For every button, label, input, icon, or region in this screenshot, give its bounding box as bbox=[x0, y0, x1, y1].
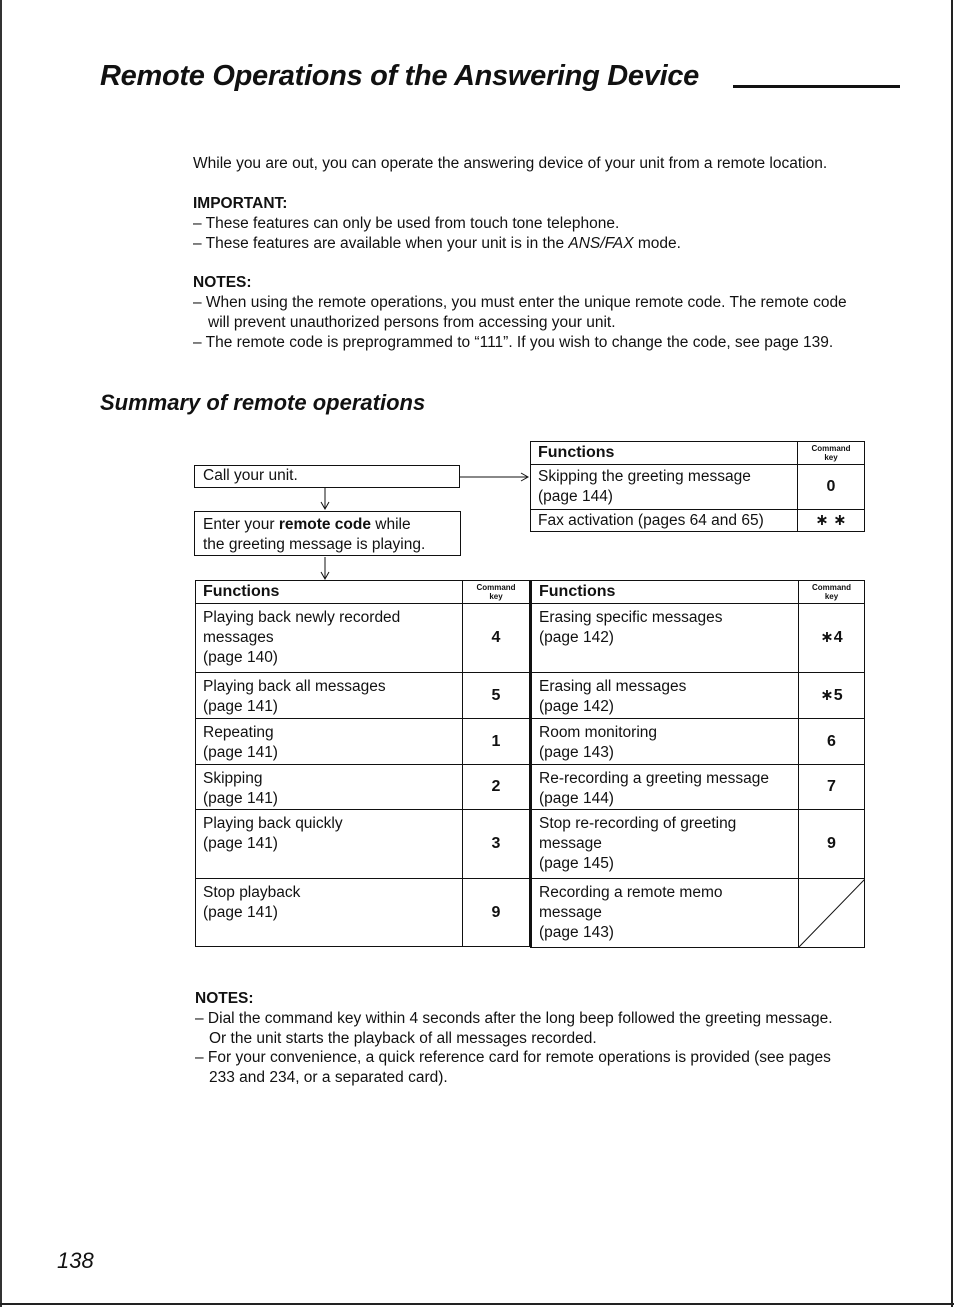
command-key-cell: 0 bbox=[798, 465, 865, 510]
no-command-key-cell bbox=[799, 879, 865, 948]
not-applicable-slash bbox=[799, 879, 865, 947]
page-edge-bottom bbox=[0, 1303, 954, 1305]
table-row bbox=[196, 810, 530, 879]
function-text: Skipping the greeting message bbox=[538, 468, 751, 485]
table-row bbox=[532, 719, 865, 765]
notes-heading: NOTES: bbox=[193, 274, 252, 291]
notes-item-2: – The remote code is preprogrammed to “111”. If you wish to change the code, see page 139. bbox=[193, 334, 834, 351]
command-key-header bbox=[798, 442, 865, 465]
flow-step-call-text: Call your unit. bbox=[203, 467, 298, 484]
table-row bbox=[532, 879, 865, 948]
command-key-header bbox=[799, 581, 865, 604]
function-cell bbox=[532, 604, 799, 673]
function-cell bbox=[196, 879, 463, 947]
bottom-notes-item-1-line-1: – Dial the command key within 4 seconds after the long beep followed the greeting message. bbox=[195, 1010, 833, 1027]
function-text: Erasing all messages bbox=[539, 678, 687, 695]
table-row bbox=[196, 604, 530, 673]
command-key-cell: 5 bbox=[463, 673, 530, 719]
function-page: (page 145) bbox=[539, 855, 614, 872]
function-cell bbox=[532, 673, 799, 719]
function-page: (page 142) bbox=[539, 698, 614, 715]
command-key-cell: 7 bbox=[799, 765, 865, 810]
command-key-cell: 1 bbox=[463, 719, 530, 765]
function-text: Room monitoring bbox=[539, 724, 658, 741]
command-key-cell: 2 bbox=[463, 765, 530, 810]
function-text: Playing back newly recorded bbox=[203, 609, 401, 626]
important-item-2-end: mode. bbox=[633, 235, 681, 252]
function-page: (page 141) bbox=[203, 835, 278, 852]
function-text: Playing back all messages bbox=[203, 678, 386, 695]
flow-step-code-line-2: the greeting message is playing. bbox=[203, 536, 426, 553]
command-key-cell: 3 bbox=[463, 810, 530, 879]
notes-item-1-line-1: – When using the remote operations, you must enter the unique remote code. The remote code bbox=[193, 294, 847, 311]
function-text: Skipping bbox=[203, 770, 263, 787]
left-functions-table bbox=[195, 580, 530, 947]
function-cell: Fax activation (pages 64 and 65) bbox=[531, 510, 798, 532]
remote-code-term: remote code bbox=[278, 516, 371, 533]
bottom-notes-item-2-line-1: – For your convenience, a quick reference card for remote operations is provided (see pages bbox=[195, 1049, 831, 1066]
command-label: Command bbox=[476, 583, 516, 592]
function-text: Playing back quickly bbox=[203, 815, 343, 832]
key-label: key bbox=[824, 592, 839, 601]
command-key-cell: 9 bbox=[463, 879, 530, 947]
function-text-2: messages bbox=[203, 629, 274, 646]
functions-header: Functions bbox=[532, 581, 799, 604]
important-item-2-text: – These features are available when your unit is in the bbox=[193, 235, 569, 252]
table-row bbox=[196, 879, 530, 947]
function-cell bbox=[196, 604, 463, 673]
function-cell bbox=[196, 765, 463, 810]
function-text-2: message bbox=[539, 835, 602, 852]
page-number: 138 bbox=[57, 1248, 94, 1273]
function-cell bbox=[532, 810, 799, 879]
table-header-row bbox=[532, 581, 865, 604]
table-row bbox=[196, 673, 530, 719]
function-cell bbox=[532, 719, 799, 765]
table-header-row bbox=[196, 581, 530, 604]
key-label: key bbox=[489, 592, 503, 601]
bottom-notes-item-1-line-2: Or the unit starts the playback of all messages recorded. bbox=[209, 1030, 597, 1047]
command-label: Command bbox=[811, 583, 852, 592]
important-heading: IMPORTANT: bbox=[193, 195, 288, 212]
table-row bbox=[532, 673, 865, 719]
right-functions-table bbox=[531, 580, 865, 948]
bottom-notes-item-2-line-2: 233 and 234, or a separated card). bbox=[209, 1069, 448, 1086]
function-page: (page 141) bbox=[203, 744, 278, 761]
function-page: (page 142) bbox=[539, 629, 614, 646]
function-page: (page 143) bbox=[539, 744, 614, 761]
command-key-cell: ∗ ∗ bbox=[798, 510, 865, 532]
intro-text: While you are out, you can operate the answering device of your unit from a remote location. bbox=[193, 155, 828, 172]
function-cell bbox=[196, 810, 463, 879]
function-text: Erasing specific messages bbox=[539, 609, 723, 626]
page-title: Remote Operations of the Answering Device bbox=[100, 60, 699, 92]
table-header-row bbox=[531, 442, 865, 465]
key-label: key bbox=[824, 453, 838, 462]
function-text-2: message bbox=[539, 904, 602, 921]
function-cell bbox=[532, 765, 799, 810]
table-row bbox=[532, 604, 865, 673]
function-page: (page 143) bbox=[539, 924, 614, 941]
function-page: (page 144) bbox=[538, 488, 613, 505]
functions-header: Functions bbox=[531, 442, 798, 465]
table-row bbox=[196, 719, 530, 765]
function-text: Stop playback bbox=[203, 884, 301, 901]
function-page: (page 141) bbox=[203, 698, 278, 715]
command-key-cell: 6 bbox=[799, 719, 865, 765]
important-item-1: – These features can only be used from touch tone telephone. bbox=[193, 215, 620, 232]
function-cell bbox=[531, 465, 798, 510]
function-cell bbox=[532, 879, 799, 948]
functions-header: Functions bbox=[196, 581, 463, 604]
function-page: (page 144) bbox=[539, 790, 614, 807]
function-text: Repeating bbox=[203, 724, 274, 741]
table-row bbox=[531, 510, 865, 532]
function-text: Recording a remote memo bbox=[539, 884, 723, 901]
table-row bbox=[532, 810, 865, 879]
function-text: Stop re-recording of greeting bbox=[539, 815, 737, 832]
command-key-cell: ∗5 bbox=[799, 673, 865, 719]
command-key-cell: 4 bbox=[463, 604, 530, 673]
command-key-header bbox=[463, 581, 530, 604]
function-cell bbox=[196, 719, 463, 765]
section-subtitle: Summary of remote operations bbox=[100, 390, 426, 415]
function-page: (page 141) bbox=[203, 790, 278, 807]
table-row bbox=[531, 465, 865, 510]
function-page: (page 140) bbox=[203, 649, 278, 666]
bottom-notes-heading: NOTES: bbox=[195, 990, 254, 1007]
function-text: Re-recording a greeting message bbox=[539, 770, 770, 787]
mode-name: ANS/FAX bbox=[568, 235, 634, 252]
flow-step-code-text-end: while bbox=[370, 516, 411, 533]
function-cell bbox=[196, 673, 463, 719]
command-label: Command bbox=[811, 444, 851, 453]
command-key-cell: 9 bbox=[799, 810, 865, 879]
command-key-cell: ∗4 bbox=[799, 604, 865, 673]
flow-step-code-text: Enter your bbox=[203, 516, 279, 533]
table-row bbox=[532, 765, 865, 810]
top-functions-table bbox=[530, 441, 865, 532]
notes-item-1-line-2: will prevent unauthorized persons from accessing your unit. bbox=[208, 314, 616, 331]
function-page: (page 141) bbox=[203, 904, 278, 921]
table-row bbox=[196, 765, 530, 810]
